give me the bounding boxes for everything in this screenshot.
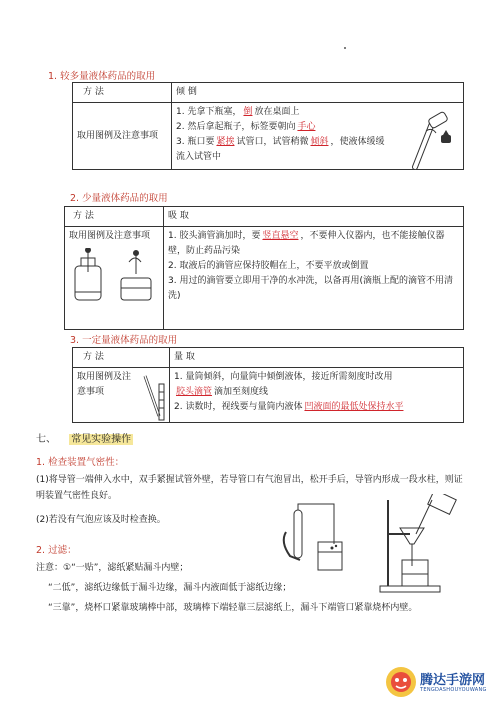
row-label: 取用图例及注意事项 [73, 103, 172, 170]
filtration-title: 2. 过滤： [36, 545, 77, 556]
part7-title: 常见实验操作 [71, 434, 132, 445]
part7-heading: 七、 常见实验操作 [36, 434, 132, 445]
site-watermark-logo [384, 663, 494, 701]
watermark-name: 腾达手游网 [420, 673, 486, 688]
mascot-icon [384, 665, 418, 699]
header-operation: 吸 取 [164, 207, 464, 227]
section3-table [72, 347, 464, 423]
s2-line2: 2. 取液后的滴管应保持胶帽在上，不要平放或倒置 [168, 261, 369, 271]
section2-title: 2. 少量液体药品的取用 [70, 193, 168, 204]
filtration-apparatus-illustration [370, 494, 462, 594]
section1-title: 1. 较多量液体药品的取用 [48, 71, 156, 82]
filtration-line3: “三靠”，烧杯口紧靠玻璃棒中部，玻璃棒下端轻靠三层滤纸上，漏斗下端管口紧靠烧杯内壁。 [48, 603, 418, 613]
header-method: 方 法 [65, 207, 164, 227]
airtight-text1: (1)将导管一端伸入水中，双手紧握试管外壁，若导管口有气泡冒出，松开手后，导管内形成一段水柱，则证明装置气密性良好。 [36, 475, 463, 501]
header-operation: 量 取 [170, 348, 464, 368]
section2-content [164, 227, 464, 330]
header-method: 方 法 [73, 83, 172, 103]
dropper-illustration [69, 248, 157, 304]
row-label: 取用图例及注意事项 [65, 227, 164, 330]
airtightness-apparatus-illustration [276, 502, 346, 574]
s1-line1: 1. 先拿下瓶塞， 倒 放在桌面上 [176, 107, 300, 117]
section1-table [72, 82, 464, 170]
row-label: 取用图例及注意事项 [73, 368, 170, 423]
airtight-title: 1. 检查装置气密性： [36, 457, 125, 468]
section3-title: 3. 一定量液体药品的取用 [70, 335, 178, 346]
s3-line1: 1. 量筒倾斜，向量筒中倾倒液体，接近所需刻度时改用 胶头滴管 滴加至刻度线 [174, 372, 393, 397]
filtration-line2: “二低”，滤纸边缘低于漏斗边缘，漏斗内液面低于滤纸边缘； [48, 583, 292, 593]
graduated-cylinder-illustration [141, 372, 167, 422]
watermark-sub: TENGDASHOUYOUWANG [420, 687, 487, 693]
section2-table [64, 206, 464, 330]
s1-line3: 3. 瓶口要 紧挨 试管口，试管稍微 倾斜 ，使液体缓缓流入试管中 [176, 137, 385, 162]
section1-content [172, 103, 464, 170]
airtight-text2: (2)若没有气泡应该及时检查换。 [36, 515, 166, 525]
dot-mark [344, 47, 346, 49]
filtration-line1: 注意：①“一贴”，滤纸紧贴漏斗内壁； [36, 563, 189, 573]
s2-line1: 1. 胶头滴管滴加时，要 竖直悬空 ，不要伸入仪器内，也不能接触仪器壁，防止药品污染 [168, 231, 445, 256]
s3-line2: 2. 读数时，视线要与量筒内液体 凹液面的最低处保持水平 [174, 402, 404, 412]
section3-content [170, 368, 464, 423]
pouring-illustration [389, 109, 459, 171]
header-method: 方 法 [73, 348, 170, 368]
header-operation: 倾 倒 [172, 83, 464, 103]
s2-line3: 3. 用过的滴管要立即用干净的水冲洗，以备再用(滴瓶上配的滴管不用清洗) [168, 276, 453, 301]
s1-line2: 2. 然后拿起瓶子，标签要朝向 手心 [176, 122, 316, 132]
